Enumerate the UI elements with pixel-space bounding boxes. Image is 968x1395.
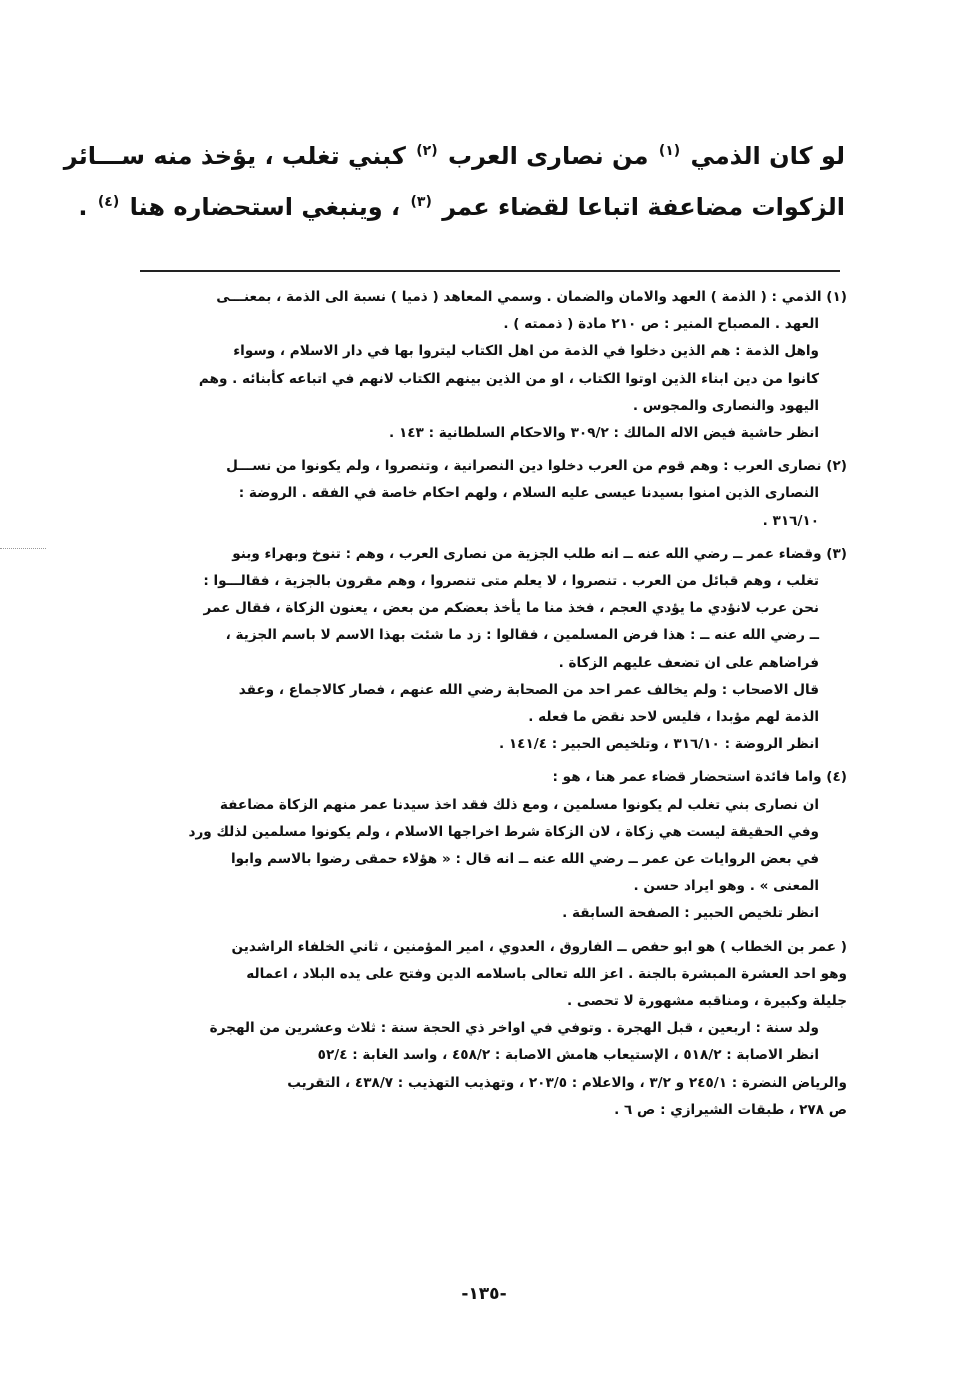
text-segment: ، وينبغي استحضاره هنا: [129, 193, 401, 221]
text-segment: لو كان الذمي: [690, 142, 845, 170]
footnote-line: (٢) نصارى العرب : وهم قوم من العرب دخلوا دين النصرانية ، وتنصروا ، ولم يكونوا من نســـل: [226, 458, 847, 475]
footnote-line: الذمة لهم مؤبدا ، فليس لاحد نقض ما فعله .: [528, 709, 819, 726]
footnote-reference: انظر تلخيص الحبير : الصفحة السابقة .: [562, 905, 819, 922]
main-line-2: [78, 179, 845, 230]
biography-line: ولد سنة : اربعين ، قبل الهجرة . وتوفي في اواخر ذي الحجة سنة : ثلاث وعشرين من الهجرة: [209, 1020, 819, 1037]
footnote-ref-4[interactable]: (٤): [97, 194, 120, 210]
footnote-line: وفي الحقيقة ليست هي زكاة ، لان الزكاة شرط اخراجها الاسلام ، ولم يكونوا مسلمين لذلك ورد: [188, 823, 819, 840]
footnote-line: النصارى الذين امنوا بسيدنا عيسى عليه السلام ، ولهم احكام خاصة في الفقه . الروضة :: [238, 485, 819, 502]
footnote-2: [135, 453, 847, 535]
biography-line: انظر الاصابة : ٥١٨/٢ ، الإستيعاب هامش الاصابة : ٤٥٨/٢ ، واسد الغابة : ٥٢/٤: [317, 1047, 819, 1064]
footnotes-section: [135, 284, 847, 1130]
footnote-line: في بعض الروايات عن عمر ــ رضي الله عنه ــ انه قال : « هؤلاء حمقى رضوا بالاسم وابوا: [230, 851, 819, 868]
footnote-line: المعنى » . وهو ايراد حسن .: [633, 878, 819, 895]
footnote-line: قال الاصحاب : ولم يخالف عمر احد من الصحابة رضي الله عنهم ، فصار كالاجماع ، وعقد: [238, 681, 819, 698]
text-segment: من نصارى العرب: [447, 142, 649, 170]
footnote-reference: انظر حاشية فيض الاله المالك : ٣٠٩/٢ والاحكام السلطانية : ١٤٣ .: [389, 425, 819, 442]
footnote-divider: [140, 270, 840, 272]
biography-line: ص ٢٧٨ ، طبقات الشيرازي : ص ٦ .: [614, 1101, 847, 1118]
footnote-line: نحن عرب لانؤدي ما يؤدي العجم ، فخذ منا ما يأخذ بعضكم من بعض ، يعنون الزكاة ، فقال عمر: [203, 600, 819, 617]
footnote-ref-1[interactable]: (١): [658, 143, 681, 159]
footnote-ref-2[interactable]: (٢): [416, 143, 438, 159]
text-segment: .: [78, 193, 88, 221]
footnote-line: (٤) واما فائدة استحضار قضاء عمر هنا ، هو :: [552, 769, 847, 786]
footnote-line: فراضاهم على ان تضعف عليهم الزكاة .: [558, 654, 819, 671]
footnote-line: ان نصارى بني تغلب لم يكونوا مسلمين ، ومع ذلك فقد اخذ سيدنا عمر منهم الزكاة مضاعفة: [219, 796, 819, 813]
footnote-ref-3[interactable]: (٣): [410, 194, 432, 210]
footnote-reference: انظر الروضة : ٣١٦/١٠ ، وتلخيص الحبير : ١٤١/٤ .: [498, 736, 819, 753]
page-number: -١٣٥-: [461, 1284, 507, 1304]
text-segment: كبني تغلب ، يؤخذ منه ســـائر: [63, 142, 406, 170]
main-text: [63, 128, 845, 230]
text-segment: الزكوات مضاعفة اتباعا لقضاء عمر: [442, 193, 845, 221]
footnote-line: (١) الذمي : ( الذمة ) العهد والامان والضمان . وسمي المعاهد ( ذميا ) نسبة الى الذمة ، بمعنـــى: [216, 289, 847, 305]
footnote-line: كانوا من دين ابناء الذين اوتوا الكتاب ، او من الذين بينهم الكتاب لانهم في اتباعه كأبنائه . وهم: [198, 370, 819, 387]
footnote-line: ــ رضي الله عنه ــ : هذا فرض المسلمين ، فقالوا : زد ما شئت بهذا الاسم لا باسم الجزية ،: [225, 627, 819, 644]
footnote-1: [135, 284, 847, 447]
footnote-line: تغلب ، وهم قبائل من العرب . تنصروا ، لا يعلم متى تنصروا ، وهم مقرون بالجزية ، فقالـــوا :: [203, 573, 819, 590]
footnote-line: واهل الذمة : هم الذين دخلوا في الذمة من اهل الكتاب ليتروا بها في دار الاسلام ، وسواء: [233, 343, 819, 360]
footnote-line: ٣١٦/١٠ .: [762, 512, 819, 529]
biography-note: [135, 934, 847, 1124]
scan-margin-mark: [0, 548, 46, 549]
footnote-3: [135, 541, 847, 759]
footnote-line: (٣) وقضاء عمر ــ رضي الله عنه ــ انه طلب الجزية من نصارى العرب ، وهم : تنوخ وبهراء وبنو: [232, 545, 847, 562]
biography-line: والرياض النضرة : ٢٤٥/١ و ٣/٢ ، والاعلام : ٢٠٣/٥ ، وتهذيب التهذيب : ٤٣٨/٧ ، التقريب: [287, 1074, 847, 1091]
main-line-1: [63, 128, 845, 179]
footnote-line: اليهود والنصارى والمجوس .: [632, 397, 819, 414]
biography-line: وهو احد العشرة المبشرة بالجنة . اعز الله تعالى باسلامه الدين وفتح على يده البلاد ، اعماله: [246, 965, 847, 982]
footnote-4: [135, 764, 847, 927]
footnote-line: العهد . المصباح المنير : ص ٢١٠ مادة ( ذممته ) .: [503, 316, 819, 333]
biography-line: ( عمر بن الخطاب ) هو ابو حفص ــ الفاروق ، العدوي ، امير المؤمنين ، ثاني الخلفاء الراشدين: [231, 938, 847, 955]
biography-line: جليلة وكبيرة ، ومناقبه مشهورة لا تحصى .: [566, 993, 847, 1010]
